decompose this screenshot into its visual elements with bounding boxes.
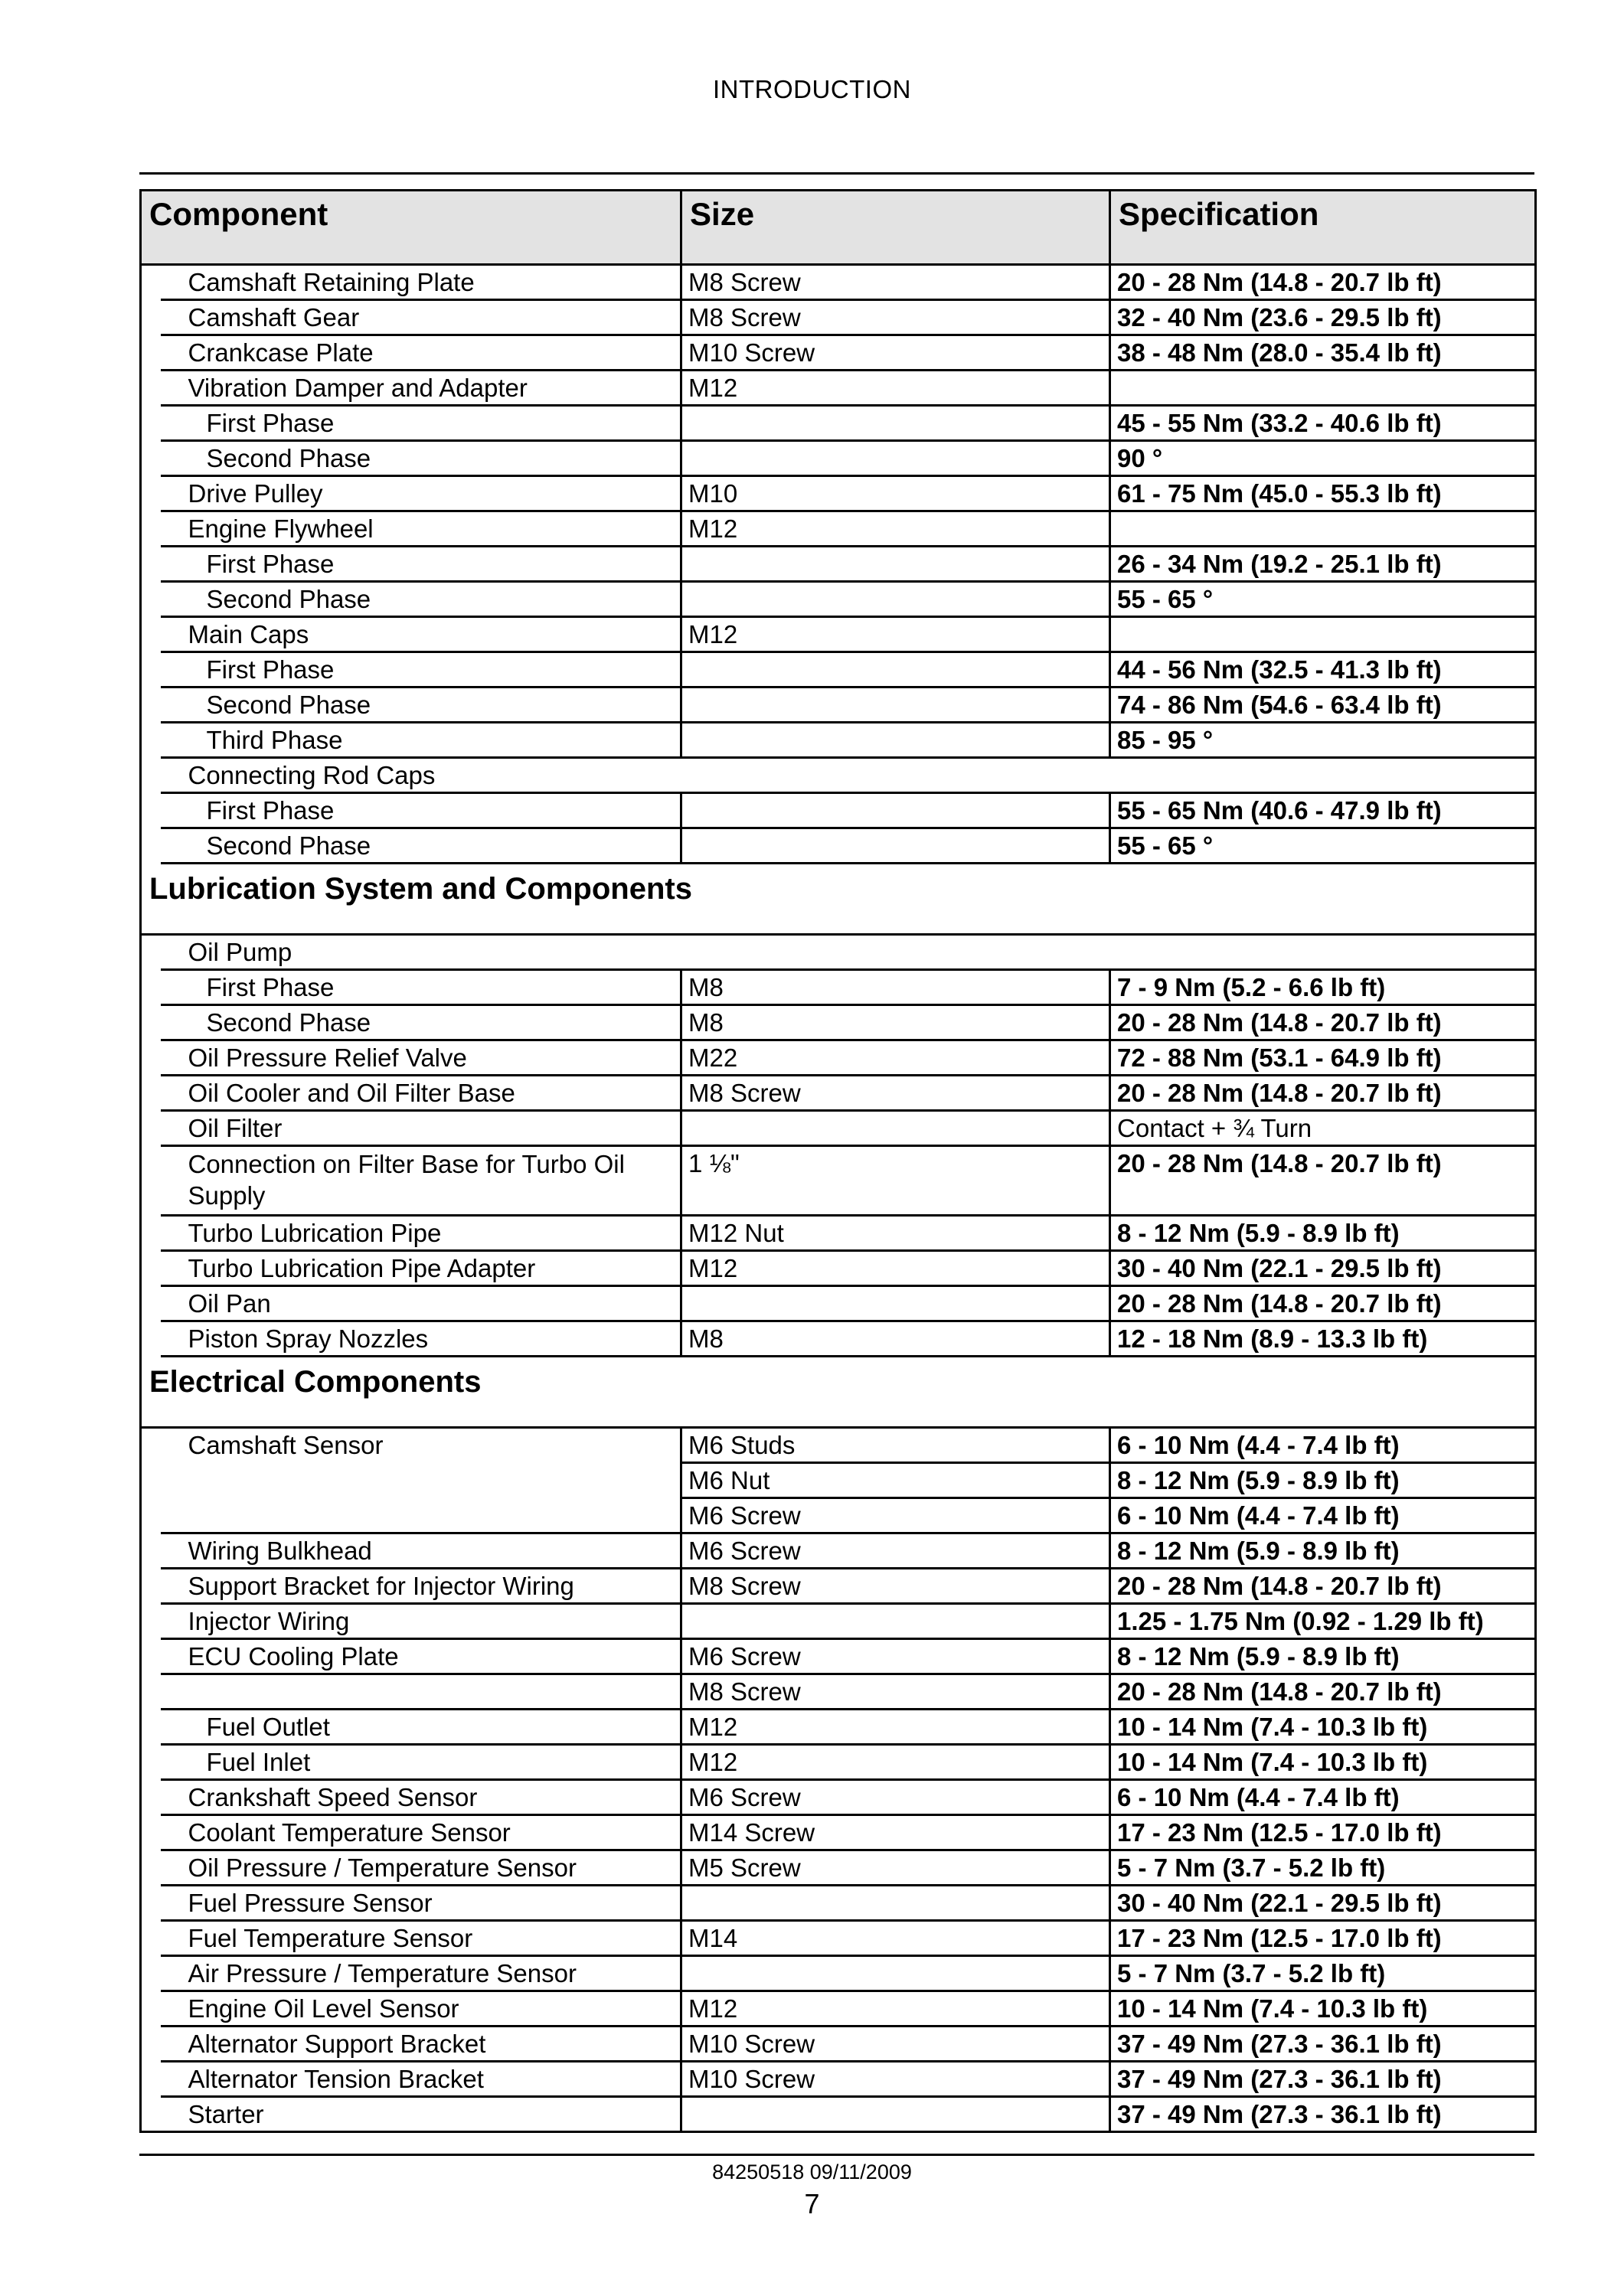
size-cell: M5 Screw (681, 1850, 1110, 1886)
specification-cell (1110, 511, 1536, 547)
size-cell: M6 Nut (681, 1463, 1110, 1498)
specification-cell: 8 - 12 Nm (5.9 - 8.9 lb ft) (1110, 1533, 1536, 1569)
table-row (141, 1886, 1536, 1921)
component-cell: Oil Filter (161, 1111, 681, 1146)
bottom-rule (139, 2154, 1534, 2156)
specification-cell: Contact + ¾ Turn (1110, 1111, 1536, 1146)
component-cell: Oil Pan (161, 1286, 681, 1321)
table-row (141, 371, 1536, 406)
specification-cell: 37 - 49 Nm (27.3 - 36.1 lb ft) (1110, 2027, 1536, 2062)
specification-cell: 1.25 - 1.75 Nm (0.92 - 1.29 lb ft) (1110, 1604, 1536, 1639)
component-cell: First Phase (161, 970, 681, 1005)
size-cell (681, 1886, 1110, 1921)
row-indent-spacer (141, 1745, 161, 1780)
table-row (141, 1428, 1536, 1463)
row-indent-spacer (141, 511, 161, 547)
specification-cell: 17 - 23 Nm (12.5 - 17.0 lb ft) (1110, 1815, 1536, 1850)
row-indent-spacer (141, 723, 161, 758)
table-row (141, 1569, 1536, 1604)
size-cell: 1 ⅛" (681, 1146, 1110, 1216)
table-row (141, 2097, 1536, 2132)
specification-cell: 45 - 55 Nm (33.2 - 40.6 lb ft) (1110, 406, 1536, 441)
table-row (141, 335, 1536, 371)
component-cell: Camshaft Gear (161, 300, 681, 335)
component-cell: Third Phase (161, 723, 681, 758)
component-cell: Alternator Support Bracket (161, 2027, 681, 2062)
specification-cell: 72 - 88 Nm (53.1 - 64.9 lb ft) (1110, 1040, 1536, 1076)
table-row (141, 1815, 1536, 1850)
table-row (141, 723, 1536, 758)
table-row (141, 1639, 1536, 1674)
component-cell: First Phase (161, 547, 681, 582)
table-row (141, 1286, 1536, 1321)
table-row (141, 300, 1536, 335)
table-row (141, 1463, 1536, 1498)
row-indent-spacer (141, 1569, 161, 1604)
component-cell: Second Phase (161, 828, 681, 864)
specification-cell: 20 - 28 Nm (14.8 - 20.7 lb ft) (1110, 265, 1536, 300)
component-cell (161, 1674, 681, 1710)
row-indent-spacer (141, 1286, 161, 1321)
size-cell: M8 Screw (681, 300, 1110, 335)
component-cell: Drive Pulley (161, 476, 681, 511)
component-cell: Alternator Tension Bracket (161, 2062, 681, 2097)
size-cell: M22 (681, 1040, 1110, 1076)
row-indent-spacer (141, 335, 161, 371)
row-indent-spacer (141, 970, 161, 1005)
size-cell (681, 828, 1110, 864)
table-row (141, 2027, 1536, 2062)
size-cell (681, 1111, 1110, 1146)
row-indent-spacer (141, 2027, 161, 2062)
table-row (141, 1321, 1536, 1357)
specification-cell: 6 - 10 Nm (4.4 - 7.4 lb ft) (1110, 1428, 1536, 1463)
section-heading: Lubrication System and Components (141, 864, 1536, 935)
component-cell: Air Pressure / Temperature Sensor (161, 1956, 681, 1991)
component-cell: Engine Flywheel (161, 511, 681, 547)
row-indent-spacer (141, 1639, 161, 1674)
component-cell: Support Bracket for Injector Wiring (161, 1569, 681, 1604)
row-indent-spacer (141, 1674, 161, 1710)
component-cell: Main Caps (161, 617, 681, 652)
table-row (141, 1921, 1536, 1956)
table-row (141, 1674, 1536, 1710)
specification-cell: 6 - 10 Nm (4.4 - 7.4 lb ft) (1110, 1780, 1536, 1815)
specification-cell: 8 - 12 Nm (5.9 - 8.9 lb ft) (1110, 1463, 1536, 1498)
row-indent-spacer (141, 300, 161, 335)
size-cell: M8 Screw (681, 1674, 1110, 1710)
top-rule (139, 172, 1534, 175)
size-cell (681, 582, 1110, 617)
specification-cell: 38 - 48 Nm (28.0 - 35.4 lb ft) (1110, 335, 1536, 371)
table-row (141, 1040, 1536, 1076)
row-indent-spacer (141, 1956, 161, 1991)
table-row (141, 511, 1536, 547)
component-cell: Second Phase (161, 687, 681, 723)
table-row (141, 1251, 1536, 1286)
component-cell: Coolant Temperature Sensor (161, 1815, 681, 1850)
specification-cell: 17 - 23 Nm (12.5 - 17.0 lb ft) (1110, 1921, 1536, 1956)
size-cell: M10 Screw (681, 335, 1110, 371)
specification-cell: 55 - 65 ° (1110, 582, 1536, 617)
row-indent-spacer (141, 1604, 161, 1639)
component-cell: Oil Pressure / Temperature Sensor (161, 1850, 681, 1886)
table-header-row (141, 191, 1536, 265)
table-row (141, 1604, 1536, 1639)
size-cell: M8 Screw (681, 1569, 1110, 1604)
size-cell: M6 Screw (681, 1533, 1110, 1569)
component-cell: Crankcase Plate (161, 335, 681, 371)
component-cell: Camshaft Sensor (161, 1428, 681, 1463)
size-cell: M6 Screw (681, 1780, 1110, 1815)
row-indent-spacer (141, 1533, 161, 1569)
size-cell (681, 1956, 1110, 1991)
table-row (141, 1216, 1536, 1251)
specification-cell: 20 - 28 Nm (14.8 - 20.7 lb ft) (1110, 1146, 1536, 1216)
column-header-component: Component (141, 191, 681, 265)
size-cell (681, 793, 1110, 828)
component-cell: Camshaft Retaining Plate (161, 265, 681, 300)
size-cell: M10 Screw (681, 2062, 1110, 2097)
row-indent-spacer (141, 652, 161, 687)
row-indent-spacer (141, 1463, 161, 1498)
table-row (141, 441, 1536, 476)
page-header-title: INTRODUCTION (713, 75, 911, 103)
size-cell (681, 547, 1110, 582)
row-indent-spacer (141, 1216, 161, 1251)
table-row (141, 582, 1536, 617)
specification-cell: 61 - 75 Nm (45.0 - 55.3 lb ft) (1110, 476, 1536, 511)
specification-cell: 32 - 40 Nm (23.6 - 29.5 lb ft) (1110, 300, 1536, 335)
size-cell: M14 Screw (681, 1815, 1110, 1850)
component-cell: Wiring Bulkhead (161, 1533, 681, 1569)
component-cell: Fuel Temperature Sensor (161, 1921, 681, 1956)
torque-spec-table (139, 189, 1537, 2133)
specification-cell: 8 - 12 Nm (5.9 - 8.9 lb ft) (1110, 1639, 1536, 1674)
size-cell: M8 (681, 970, 1110, 1005)
component-cell: Injector Wiring (161, 1604, 681, 1639)
component-cell: Fuel Outlet (161, 1710, 681, 1745)
section-heading-row (141, 864, 1536, 935)
row-indent-spacer (141, 828, 161, 864)
component-cell: Fuel Pressure Sensor (161, 1886, 681, 1921)
specification-cell: 7 - 9 Nm (5.2 - 6.6 lb ft) (1110, 970, 1536, 1005)
component-cell: Crankshaft Speed Sensor (161, 1780, 681, 1815)
specification-cell: 85 - 95 ° (1110, 723, 1536, 758)
table-row (141, 406, 1536, 441)
row-indent-spacer (141, 1040, 161, 1076)
size-cell (681, 1286, 1110, 1321)
row-indent-spacer (141, 1146, 161, 1216)
table-row (141, 1076, 1536, 1111)
column-header-size: Size (681, 191, 1110, 265)
table-row (141, 687, 1536, 723)
component-cell: Second Phase (161, 1005, 681, 1040)
row-indent-spacer (141, 1076, 161, 1111)
component-cell: Oil Pump (161, 935, 1536, 970)
table-row (141, 547, 1536, 582)
component-cell: Connection on Filter Base for Turbo Oil Supply (161, 1146, 681, 1216)
specification-cell: 10 - 14 Nm (7.4 - 10.3 lb ft) (1110, 1710, 1536, 1745)
size-cell: M12 (681, 1710, 1110, 1745)
section-heading-row (141, 1357, 1536, 1428)
table-row (141, 970, 1536, 1005)
row-indent-spacer (141, 265, 161, 300)
specification-cell: 44 - 56 Nm (32.5 - 41.3 lb ft) (1110, 652, 1536, 687)
row-indent-spacer (141, 1710, 161, 1745)
specification-cell: 10 - 14 Nm (7.4 - 10.3 lb ft) (1110, 1745, 1536, 1780)
row-indent-spacer (141, 1921, 161, 1956)
component-cell: Second Phase (161, 582, 681, 617)
specification-cell: 20 - 28 Nm (14.8 - 20.7 lb ft) (1110, 1674, 1536, 1710)
component-cell: First Phase (161, 406, 681, 441)
footer-document-code: 84250518 09/11/2009 (712, 2160, 912, 2183)
row-indent-spacer (141, 1005, 161, 1040)
specification-cell: 55 - 65 ° (1110, 828, 1536, 864)
size-cell: M10 (681, 476, 1110, 511)
row-indent-spacer (141, 1251, 161, 1286)
page-number: 7 (804, 2188, 820, 2219)
specification-cell: 12 - 18 Nm (8.9 - 13.3 lb ft) (1110, 1321, 1536, 1357)
table-row (141, 2062, 1536, 2097)
row-indent-spacer (141, 1991, 161, 2027)
size-cell: M6 Screw (681, 1498, 1110, 1533)
specification-cell: 20 - 28 Nm (14.8 - 20.7 lb ft) (1110, 1005, 1536, 1040)
table-row (141, 1991, 1536, 2027)
row-indent-spacer (141, 935, 161, 970)
component-cell: Turbo Lubrication Pipe (161, 1216, 681, 1251)
table-row (141, 935, 1536, 970)
row-indent-spacer (141, 758, 161, 793)
specification-cell: 30 - 40 Nm (22.1 - 29.5 lb ft) (1110, 1886, 1536, 1921)
specification-cell: 74 - 86 Nm (54.6 - 63.4 lb ft) (1110, 687, 1536, 723)
component-cell: Starter (161, 2097, 681, 2132)
size-cell (681, 441, 1110, 476)
size-cell: M12 (681, 1251, 1110, 1286)
component-cell: Fuel Inlet (161, 1745, 681, 1780)
specification-cell: 20 - 28 Nm (14.8 - 20.7 lb ft) (1110, 1286, 1536, 1321)
specification-cell: 30 - 40 Nm (22.1 - 29.5 lb ft) (1110, 1251, 1536, 1286)
size-cell: M8 (681, 1005, 1110, 1040)
column-header-specification: Specification (1110, 191, 1536, 265)
table-row (141, 1850, 1536, 1886)
component-cell (161, 1498, 681, 1533)
size-cell: M12 (681, 511, 1110, 547)
specification-cell: 90 ° (1110, 441, 1536, 476)
row-indent-spacer (141, 617, 161, 652)
table-row (141, 828, 1536, 864)
size-cell: M6 Studs (681, 1428, 1110, 1463)
size-cell: M12 (681, 1745, 1110, 1780)
table-row (141, 265, 1536, 300)
component-cell: Oil Pressure Relief Valve (161, 1040, 681, 1076)
specification-cell: 6 - 10 Nm (4.4 - 7.4 lb ft) (1110, 1498, 1536, 1533)
component-cell: Connecting Rod Caps (161, 758, 1536, 793)
row-indent-spacer (141, 406, 161, 441)
row-indent-spacer (141, 687, 161, 723)
specification-cell: 37 - 49 Nm (27.3 - 36.1 lb ft) (1110, 2097, 1536, 2132)
size-cell: M10 Screw (681, 2027, 1110, 2062)
table-row (141, 1533, 1536, 1569)
row-indent-spacer (141, 1886, 161, 1921)
size-cell: M8 Screw (681, 1076, 1110, 1111)
table-body (141, 265, 1536, 2132)
row-indent-spacer (141, 371, 161, 406)
component-cell: First Phase (161, 652, 681, 687)
table-row (141, 1710, 1536, 1745)
row-indent-spacer (141, 1780, 161, 1815)
component-cell: Turbo Lubrication Pipe Adapter (161, 1251, 681, 1286)
size-cell (681, 1604, 1110, 1639)
table-row (141, 617, 1536, 652)
row-indent-spacer (141, 1111, 161, 1146)
table-row (141, 1956, 1536, 1991)
component-cell (161, 1463, 681, 1498)
specification-cell: 8 - 12 Nm (5.9 - 8.9 lb ft) (1110, 1216, 1536, 1251)
component-cell: ECU Cooling Plate (161, 1639, 681, 1674)
table-row (141, 793, 1536, 828)
table-row (141, 652, 1536, 687)
component-cell: Vibration Damper and Adapter (161, 371, 681, 406)
size-cell (681, 406, 1110, 441)
row-indent-spacer (141, 441, 161, 476)
table-row (141, 1146, 1536, 1216)
specification-cell: 5 - 7 Nm (3.7 - 5.2 lb ft) (1110, 1850, 1536, 1886)
row-indent-spacer (141, 547, 161, 582)
row-indent-spacer (141, 1498, 161, 1533)
section-heading: Electrical Components (141, 1357, 1536, 1428)
component-cell: Piston Spray Nozzles (161, 1321, 681, 1357)
table-row (141, 476, 1536, 511)
size-cell (681, 2097, 1110, 2132)
row-indent-spacer (141, 793, 161, 828)
specification-cell (1110, 371, 1536, 406)
size-cell: M6 Screw (681, 1639, 1110, 1674)
size-cell: M14 (681, 1921, 1110, 1956)
size-cell: M12 (681, 371, 1110, 406)
specification-cell (1110, 617, 1536, 652)
specification-cell: 20 - 28 Nm (14.8 - 20.7 lb ft) (1110, 1569, 1536, 1604)
specification-cell: 20 - 28 Nm (14.8 - 20.7 lb ft) (1110, 1076, 1536, 1111)
size-cell: M8 (681, 1321, 1110, 1357)
component-cell: Second Phase (161, 441, 681, 476)
table-row (141, 1111, 1536, 1146)
size-cell (681, 687, 1110, 723)
row-indent-spacer (141, 582, 161, 617)
size-cell: M12 (681, 617, 1110, 652)
size-cell: M12 (681, 1991, 1110, 2027)
specification-cell: 5 - 7 Nm (3.7 - 5.2 lb ft) (1110, 1956, 1536, 1991)
row-indent-spacer (141, 1321, 161, 1357)
component-cell: Oil Cooler and Oil Filter Base (161, 1076, 681, 1111)
component-cell: First Phase (161, 793, 681, 828)
row-indent-spacer (141, 2062, 161, 2097)
table-row (141, 1498, 1536, 1533)
size-cell: M8 Screw (681, 265, 1110, 300)
specification-cell: 26 - 34 Nm (19.2 - 25.1 lb ft) (1110, 547, 1536, 582)
size-cell (681, 723, 1110, 758)
row-indent-spacer (141, 1850, 161, 1886)
table-row (141, 1780, 1536, 1815)
row-indent-spacer (141, 1815, 161, 1850)
table-row (141, 1745, 1536, 1780)
specification-cell: 37 - 49 Nm (27.3 - 36.1 lb ft) (1110, 2062, 1536, 2097)
size-cell (681, 652, 1110, 687)
specification-cell: 10 - 14 Nm (7.4 - 10.3 lb ft) (1110, 1991, 1536, 2027)
table-row (141, 758, 1536, 793)
row-indent-spacer (141, 1428, 161, 1463)
row-indent-spacer (141, 476, 161, 511)
component-cell: Engine Oil Level Sensor (161, 1991, 681, 2027)
table-row (141, 1005, 1536, 1040)
specification-cell: 55 - 65 Nm (40.6 - 47.9 lb ft) (1110, 793, 1536, 828)
row-indent-spacer (141, 2097, 161, 2132)
size-cell: M12 Nut (681, 1216, 1110, 1251)
